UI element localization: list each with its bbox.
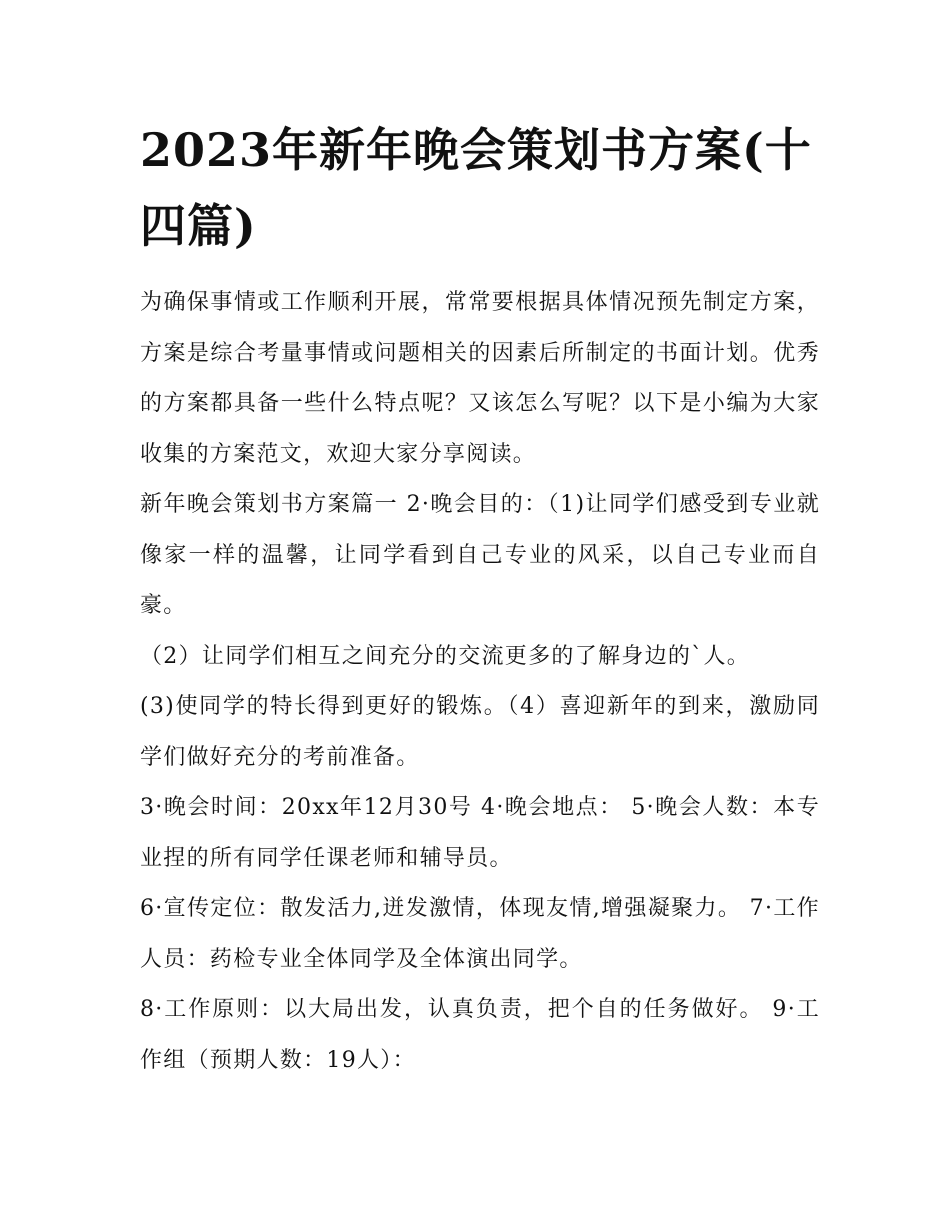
document-title: 2023年新年晚会策划书方案(十四篇) (140, 123, 812, 253)
time-place-attendance: 3·晚会时间：20xx年12月30号 4·晚会地点： 5·晚会人数：本专业捏的所有同学任课老师和辅导员。 (140, 795, 820, 871)
principles-workgroup: 8·工作原则：以大局出发，认真负责，把个自的任务做好。 9·工作组（预期人数：19人）： (140, 997, 820, 1073)
positioning-staff: 6·宣传定位：散发活力,迸发激情，体现友情,增强凝聚力。 7·工作人员：药检专业全体同学及全体演出同学。 (140, 896, 820, 972)
intro-paragraph: 为确保事情或工作顺利开展，常常要根据具体情况预先制定方案，方案是综合考量事情或问题相关的因素后所制定的书面计划。优秀的方案都具备一些什么特点呢？又该怎么写呢？以下是小编为大家收集的方案范文，欢迎大家分享阅读。 (140, 290, 820, 467)
document-page (140, 112, 820, 1086)
section-one-purpose: 新年晚会策划书方案篇一 2·晚会目的：（1)让同学们感受到专业就像家一样的温馨，让同学看到自己专业的风采，以自己专业而自豪。 (140, 492, 820, 618)
purpose-item-2: （2）让同学们相互之间充分的交流更多的了解身边的`人。 (140, 643, 751, 669)
purpose-items-3-4: (3)使同学的特长得到更好的锻炼。（4）喜迎新年的到来，激励同学们做好充分的考前准备。 (140, 694, 820, 770)
